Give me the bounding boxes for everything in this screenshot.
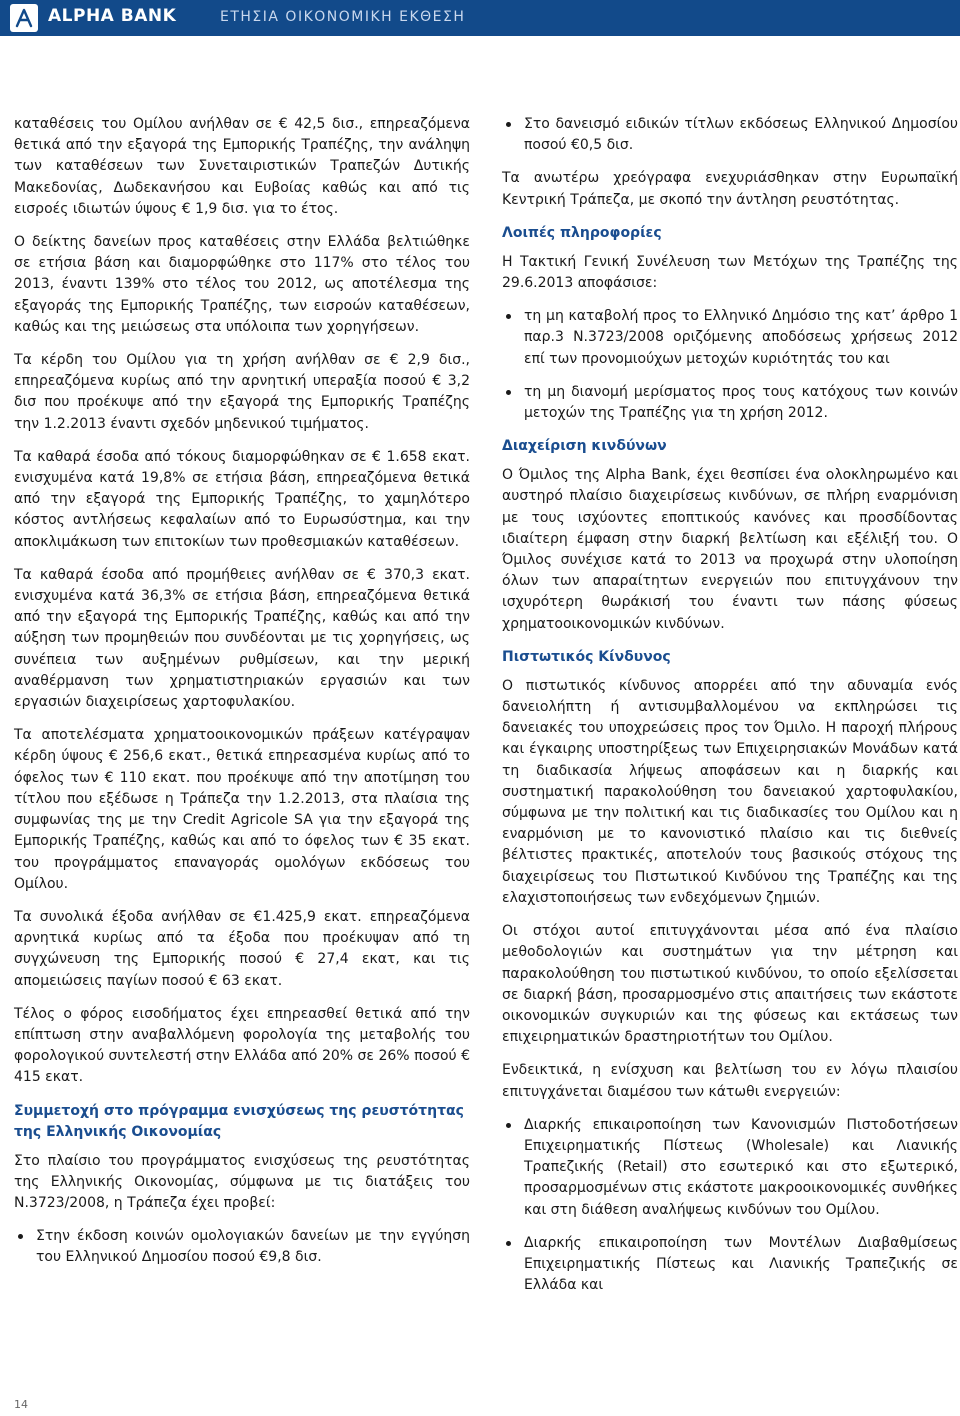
list-item: Διαρκής επικαιροποίηση των Μοντέλων Διαβαθμίσεως Επιχειρηματικής Πίστεως και Λιανικής Τραπεζικής σε Ελλάδα και xyxy=(502,1233,958,1297)
paragraph: καταθέσεις του Ομίλου ανήλθαν σε € 42,5 δισ., επηρεαζόμενα θετικά από την εξαγορά της Εμπορικής Τραπέζης, την ανάληψη των καταθέσεων των Συνεταιριστικών Τραπεζών Δυτικής Μακεδονίας, Δωδεκανήσου και Ευβοίας καθώς και από τις εισροές ιδιωτών ύψους € 1,9 δισ. για το έτος. xyxy=(14,116,470,217)
alpha-bank-logo-icon xyxy=(10,4,38,32)
paragraph: Τα ανωτέρω χρεόγραφα ενεχυριάσθηκαν στην Ευρωπαϊκή Κεντρική Τράπεζα, με σκοπό την άντληση ρευστότητας. xyxy=(502,170,958,208)
report-title: ΕΤΗΣΙΑ ΟΙΚΟΝΟΜΙΚΗ ΕΚΘΕΣΗ xyxy=(220,9,466,25)
left-column xyxy=(14,114,470,1281)
paragraph: Οι στόχοι αυτοί επιτυγχάνονται μέσα από ένα πλαίσιο μεθοδολογιών και συστημάτων για την μέτρηση και παρακολούθηση του πιστωτικού κινδύνου, το οποίο εξελίσσεται σε διαρκή βάση, προσαρμοσμένο στις απαιτήσεις των εκάστοτε οικονομικών συγκυριών και της φύσεως και εκτάσεως των επιχειρηματικών δραστηριοτήτων του Ομίλου. xyxy=(502,923,958,1046)
paragraph: Τα συνολικά έξοδα ανήλθαν σε €1.425,9 εκατ. επηρεαζόμενα αρνητικά κυρίως από τα έξοδα που προέκυψαν από τη συγχώνευση της Εμπορικής ποσού € 27,4 εκατ, και τις απομειώσεις παγίων ποσού € 63 εκατ. xyxy=(14,908,470,989)
bullet-list xyxy=(502,114,958,156)
paragraph: Τα κέρδη του Ομίλου για τη χρήση ανήλθαν σε € 2,9 δισ., επηρεαζόμενα κυρίως από την αρνητική υπεραξία ποσού € 3,2 δισ που προέκυψε από την εξαγορά της Εμπορικής Τραπέζης την 1.2.2013 έναντι σχεδόν μηδενικού τιμήματος. xyxy=(14,352,470,432)
section-heading: Διαχείριση κινδύνων xyxy=(502,438,667,455)
paragraph: Τέλος ο φόρος εισοδήματος έχει επηρεασθεί θετικά από την επίπτωση στην αναβαλλόμενη φορολογία της μεταβολής του φορολογικού συντελεστή στην Ελλάδα από 20% σε 26% ποσού € 415 εκατ. xyxy=(14,1005,470,1086)
list-item: Στο δανεισμό ειδικών τίτλων εκδόσεως Ελληνικού Δημοσίου ποσού €0,5 δισ. xyxy=(502,114,958,156)
bullet-list xyxy=(14,1226,470,1268)
paragraph: Ο Όμιλος της Alpha Bank, έχει θεσπίσει ένα ολοκληρωμένο και αυστηρό πλαίσιο διαχειρίσεως κινδύνων, σε πλήρη εναρμόνιση με τους ισχύοντες εποπτικούς κανόνες και προσδίδοντας ιδιαίτερη έμφαση στην διαρκή βελτίωση και εξέλιξή του. Ο Όμιλος συνέχισε κατά το 2013 να προχωρά στην υλοποίηση όλων των απαραίτητων ενεργειών που επιτυγχάνουν την ισχυρότερη θωράκισή του έναντι των πάσης φύσεως χρηματοοικονομικών κινδύνων. xyxy=(502,467,958,632)
list-item: Διαρκής επικαιροποίηση των Κανονισμών Πιστοδοτήσεων Επιχειρηματικής Πίστεως (Wholesale) και Λιανικής Τραπεζικής (Retail) στο εσωτερικό και στο εξωτερικό, προσαρμοσμένων στις εκάστοτε μακροοικονομικές συνθήκες και στη διάθεση αναλήψεως κινδύνων του Ομίλου. xyxy=(502,1115,958,1221)
paragraph: Η Τακτική Γενική Συνέλευση των Μετόχων της Τραπέζης της 29.6.2013 αποφάσισε: xyxy=(502,253,958,292)
bullet-list xyxy=(502,306,958,424)
paragraph: Τα αποτελέσματα χρηματοοικονομικών πράξεων κατέγραψαν κέρδη ύψους € 256,6 εκατ., θετικά επηρεασμένα κυρίως από το όφελος των € 110 εκατ. που προέκυψε από την αποτίμηση του τίτλου που εξέδωσε η Τράπεζα την 1.2.2013, στα πλαίσια της συμφωνίας της με την Credit Agricole SA για την εξαγορά της Εμπορικής Τραπέζης, καθώς και από το όφελος των € 35 εκατ. του προγράμματος επαναγοράς ομολόγων εκδόσεως του Ομίλου. xyxy=(14,727,470,892)
bullet-list xyxy=(502,1115,958,1297)
page-number: 14 xyxy=(14,1398,28,1411)
paragraph: Τα καθαρά έσοδα από τόκους διαμορφώθηκαν σε € 1.658 εκατ. ενισχυμένα κατά 19,8% σε ετήσια βάση, επηρεαζόμενα θετικά από την εξαγορά της Εμπορικής Τραπέζης, το χαμηλότερο κόστος αντλήσεως κεφαλαίων από το Ευρωσύστημα, και την αποκλιμάκωση των επιτοκίων των προθεσμιακών καταθέσεων. xyxy=(14,448,470,550)
section-heading: Πιστωτικός Κίνδυνος xyxy=(502,648,671,665)
section-heading: Λοιπές πληροφορίες xyxy=(502,224,662,241)
paragraph: Τα καθαρά έσοδα από προμήθειες ανήλθαν σε € 370,3 εκατ. ενισχυμένα κατά 36,3% σε ετήσια βάση, επηρεαζόμενα θετικά από την εξαγορά της Εμπορικής Τραπέζης, καθώς και από την αύξηση των προμηθειών που συνδέονται με τις χορηγήσεις, ως συνέπεια των αυξημένων ρυθμίσεων, και την μερική αναθέρμανση των χρηματιστηριακών εργασιών και των εργασιών διαχειρίσεως χαρτοφυλακίου. xyxy=(14,566,470,711)
header-bar xyxy=(0,0,960,36)
list-item: τη μη καταβολή προς το Ελληνικό Δημόσιο της κατ’ άρθρο 1 παρ.3 Ν.3723/2008 οριζόμενης αποδόσεως χρήσεως 2012 επί των προνομιούχων μετοχών κυριότητάς του και xyxy=(502,306,958,370)
list-item: Στην έκδοση κοινών ομολογιακών δανείων με την εγγύηση του Ελληνικού Δημοσίου ποσού €9,8 δισ. xyxy=(14,1226,470,1268)
section-heading: Συμμετοχή στο πρόγραμμα ενισχύσεως της ρευστότητας της Ελληνικής Οικονομίας xyxy=(14,1102,464,1140)
paragraph: Στο πλαίσιο του προγράμματος ενισχύσεως της ρευστότητας της Ελληνικής Οικονομίας, σύμφωνα με τις διατάξεις του Ν.3723/2008, η Τράπεζα έχει προβεί: xyxy=(14,1152,470,1211)
brand-name: ALPHA BANK xyxy=(48,6,177,26)
paragraph: Ενδεικτικά, η ενίσχυση και βελτίωση του εν λόγω πλαισίου επιτυγχάνεται διαμέσου των κάτωθι ενεργειών: xyxy=(502,1062,958,1100)
paragraph: Ο δείκτης δανείων προς καταθέσεις στην Ελλάδα βελτιώθηκε σε ετήσια βάση και διαμορφώθηκε στο 117% στο τέλος του 2013, έναντι 139% στο τέλος του 2012, ως αποτέλεσμα της εξαγοράς της Εμπορικής Τραπέζης, των εισροών καταθέσεων, καθώς και της μειώσεως στα υπόλοιπα των χορηγήσεων. xyxy=(14,234,470,335)
right-column xyxy=(502,114,958,1308)
list-item: τη μη διανομή μερίσματος προς τους κατόχους των κοινών μετοχών της Τραπέζης για τη χρήση 2012. xyxy=(502,382,958,424)
paragraph: Ο πιστωτικός κίνδυνος απορρέει από την αδυναμία ενός δανειολήπτη ή αντισυμβαλλομένου να εκπληρώσει τις δανειακές του υποχρεώσεις προς τον Όμιλο. Η παροχή πλήρους και έγκαιρης υποστηρίξεως των Επιχειρησιακών Μονάδων κατά τη διαδικασία λήψεως αποφάσεων και η διαρκής και συστηματική παρακολούθηση του δανειακού χαρτοφυλακίου, σύμφωνα με την πολιτική και τις διαδικασίες του Ομίλου και η εναρμόνιση με το κανονιστικό πλαίσιο και τις διεθνείς βέλτιστες πρακτικές, αποτελούν τους βασικούς στόχους της διαχειρίσεως του Πιστωτικού Κινδύνου της Τραπέζης και της ελαχιστοποιήσεως των ενδεχόμενων ζημιών. xyxy=(502,677,958,906)
